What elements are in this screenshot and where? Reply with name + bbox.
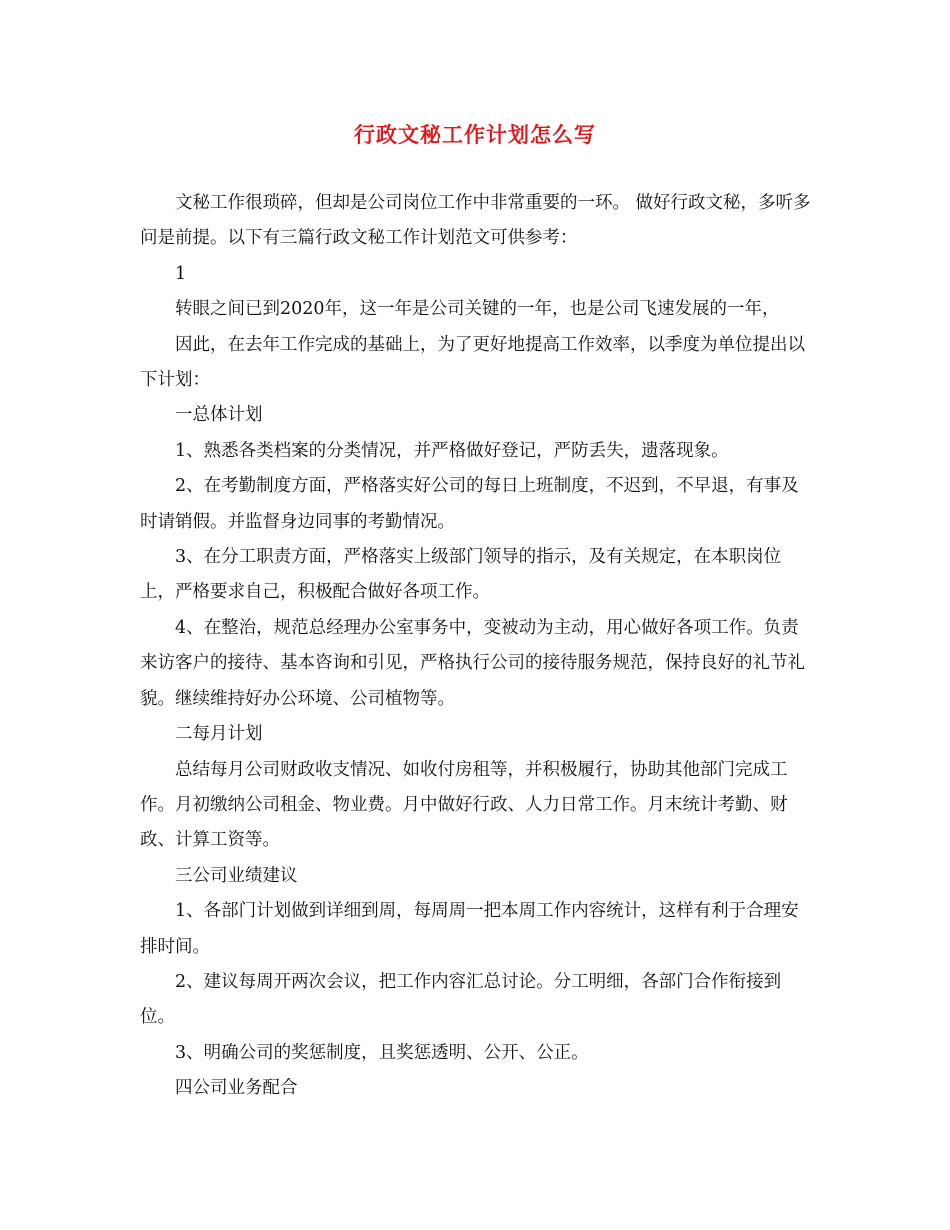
paragraph-item-duties: 3、在分工职责方面，严格落实上级部门领导的指示，及有关规定，在本职岗位上，严格要求自己，积极配合做好各项工作。 [140, 547, 782, 603]
paragraph-plan-intro: 因此，在去年工作完成的基础上，为了更好地提高工作效率，以季度为单位提出以下计划： [140, 334, 805, 391]
heading-monthly-plan: 二每月计划 [175, 724, 263, 745]
document-body [140, 186, 815, 1107]
paragraph-section-number: 1 [175, 263, 187, 284]
paragraph-suggestion-weekly: 1、各部门计划做到详细到周，每周周一把本周工作内容统计，这样有利于合理安排时间。 [140, 901, 799, 957]
paragraph-item-office: 4、在整治，规范总经理办公室事务中，变被动为主动，用心做好各项工作。负责来访客户的接待、基本咨询和引见，严格执行公司的接待服务规范，保持良好的礼节礼貌。继续维持好办公环境、公司植物等。 [140, 617, 805, 709]
heading-business-cooperation: 四公司业务配合 [175, 1078, 298, 1099]
paragraph-item-archives: 1、熟悉各类档案的分类情况，并严格做好登记，严防丢失，遗落现象。 [175, 440, 729, 461]
paragraph-year-intro: 转眼之间已到2020年，这一年是公司关键的一年，也是公司飞速发展的一年， [175, 299, 780, 320]
paragraph-suggestion-rewards: 3、明确公司的奖惩制度，且奖惩透明、公开、公正。 [175, 1042, 589, 1063]
paragraph-monthly-summary: 总结每月公司财政收支情况、如收付房租等，并积极履行，协助其他部门完成工作。月初缴纳公司租金、物业费。月中做好行政、人力日常工作。月末统计考勤、财政、计算工资等。 [140, 759, 788, 851]
document-title: 行政文秘工作计划怎么写 [354, 122, 596, 147]
heading-performance-suggestions: 三公司业绩建议 [175, 865, 298, 886]
heading-overall-plan: 一总体计划 [175, 405, 263, 426]
paragraph-item-attendance: 2、在考勤制度方面，严格落实好公司的每日上班制度，不迟到，不早退，有事及时请销假。并监督身边同事的考勤情况。 [140, 476, 799, 532]
paragraph-intro: 文秘工作很琐碎，但却是公司岗位工作中非常重要的一环。 做好行政文秘，多听多问是前提。以下有三篇行政文秘工作计划范文可供参考： [140, 193, 811, 249]
paragraph-suggestion-meetings: 2、建议每周开两次会议，把工作内容汇总讨论。分工明细，各部门合作衔接到位。 [140, 971, 782, 1028]
